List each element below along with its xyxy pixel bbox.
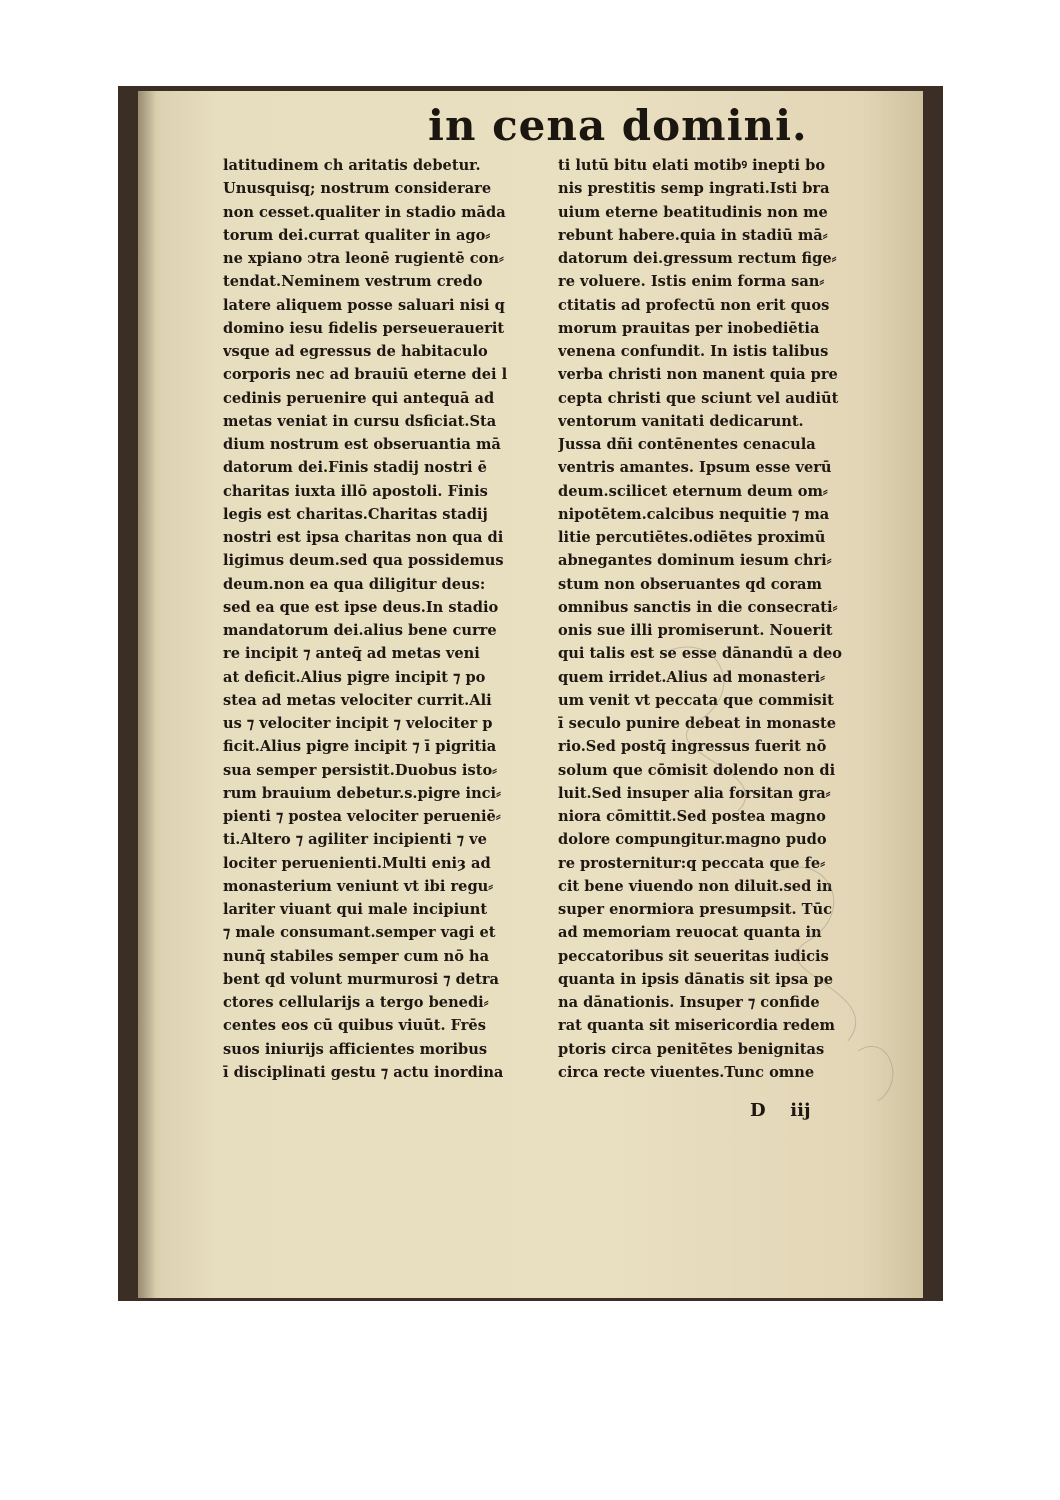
text-line: monasterium veniunt vt ibi regu⸗ xyxy=(223,877,494,895)
text-line: ventorum vanitati dedicarunt. xyxy=(558,412,804,430)
text-line: ventris amantes. Ipsum esse verū xyxy=(558,459,832,477)
text-line: uium eterne beatitudinis non me xyxy=(558,203,828,221)
text-line: legis est charitas.Charitas stadij xyxy=(223,505,488,523)
right-text-column xyxy=(558,154,878,1084)
text-line: ctitatis ad profectū non erit quos xyxy=(558,296,830,314)
signature-mark xyxy=(750,1096,810,1126)
text-line: rio.Sed postq̄ ingressus fuerit nō xyxy=(558,738,827,756)
text-line: latere aliquem posse saluari nisi q xyxy=(223,296,505,314)
book-leaf xyxy=(138,91,923,1298)
text-line: na dānationis. Insuper ⁊ confide xyxy=(558,994,820,1011)
text-line: vsque ad egressus de habitaculo xyxy=(223,343,488,360)
text-line: lariter viuant qui male incipiunt xyxy=(223,901,488,918)
text-line: deum.non ea qua diligitur deus: xyxy=(223,575,486,593)
text-line: charitas iuxta illō apostoli. Finis xyxy=(223,482,488,500)
text-line: ctores cellularijs a tergo benedi⸗ xyxy=(223,994,489,1011)
text-line: cit bene viuendo non diluit.sed in xyxy=(558,877,833,895)
text-line: re prosternitur:q peccata que fe⸗ xyxy=(558,854,826,872)
text-line: ne xpiano ↄtra leonē rugientē con⸗ xyxy=(223,250,504,267)
text-line: Jussa dñi contēnentes cenacula xyxy=(558,436,816,453)
text-line: niora cōmittit.Sed postea magno xyxy=(558,808,826,825)
text-line: luit.Sed insuper alia forsitan gra⸗ xyxy=(558,784,831,802)
text-line: non cesset.qualiter in stadio māda xyxy=(223,203,506,221)
text-line: ī seculo punire debeat in monaste xyxy=(558,715,836,732)
text-line: ī disciplinati gestu ⁊ actu inordina xyxy=(223,1063,504,1081)
text-line: abnegantes dominum iesum chri⸗ xyxy=(558,552,832,570)
text-line: rebunt habere.quia in stadiū mā⸗ xyxy=(558,226,828,244)
text-line: ti lutū bitu elati motibꝰ inepti bo xyxy=(558,157,826,174)
text-line: lociter peruenienti.Multi eniȝ ad xyxy=(223,854,491,872)
text-line: quanta in ipsis dānatis sit ipsa pe xyxy=(558,970,834,988)
text-line: nunq̄ stabiles semper cum nō ha xyxy=(223,947,490,965)
signature-letter: D xyxy=(750,1100,766,1121)
text-line: omnibus sanctis in die consecrati⸗ xyxy=(558,598,838,616)
text-line: metas veniat in cursu dsficiat.Sta xyxy=(223,412,497,430)
gutter-shadow xyxy=(138,91,156,1298)
text-line: dium nostrum est obseruantia mā xyxy=(223,436,501,453)
text-line: re voluere. Istis enim forma san⸗ xyxy=(558,273,825,291)
text-line: rum brauium debetur.s.pigre inci⸗ xyxy=(223,784,501,802)
text-line: ad memoriam reuocat quanta in xyxy=(558,924,822,942)
left-text-column xyxy=(223,154,543,1084)
text-line: ti.Altero ⁊ agiliter incipienti ⁊ ve xyxy=(223,831,487,849)
text-line: quem irridet.Alius ad monasteri⸗ xyxy=(558,668,826,686)
scanned-page-background xyxy=(118,86,943,1301)
text-line: centes eos cū quibus viuūt. Frēs xyxy=(223,1017,486,1035)
text-line: nostri est ipsa charitas non qua di xyxy=(223,529,504,546)
text-line: deum.scilicet eternum deum om⸗ xyxy=(558,482,828,500)
text-line: cepta christi que sciunt vel audiūt xyxy=(558,389,839,407)
text-line: Unusquisq; nostrum considerare xyxy=(223,180,492,198)
text-line: latitudinem ch aritatis debetur. xyxy=(223,157,481,174)
text-line: tendat.Neminem vestrum credo xyxy=(223,273,483,291)
text-line: qui talis est se esse dānandū a deo xyxy=(558,645,843,663)
text-line: ligimus deum.sed qua possidemus xyxy=(223,552,504,570)
text-line: torum dei.currat qualiter in ago⸗ xyxy=(223,226,491,244)
text-line: bent qd volunt murmurosi ⁊ detra xyxy=(223,970,499,988)
text-line: litie percutiētes.odiētes proximū xyxy=(558,529,826,546)
text-line: verba christi non manent quia pre xyxy=(558,366,838,384)
text-line: nipotētem.calcibus nequitie ⁊ ma xyxy=(558,505,830,523)
text-line: sua semper persistit.Duobus isto⸗ xyxy=(223,761,498,779)
text-line: us ⁊ velociter incipit ⁊ velociter p xyxy=(223,715,493,732)
text-line: re incipit ⁊ anteq̄ ad metas veni xyxy=(223,645,480,663)
text-line: dolore compungitur.magno pudo xyxy=(558,831,827,849)
text-line: circa recte viuentes.Tunc omne xyxy=(558,1063,815,1081)
text-line: nis prestitis semp ingrati.Isti bra xyxy=(558,180,830,198)
text-line: stea ad metas velociter currit.Ali xyxy=(223,691,492,709)
text-line: ⁊ male consumant.semper vagi et xyxy=(223,924,496,942)
text-line: um venit vt peccata que commisit xyxy=(558,691,834,709)
text-line: venena confundit. In istis talibus xyxy=(558,343,829,360)
text-line: at deficit.Alius pigre incipit ⁊ po xyxy=(223,668,486,686)
text-line: ptoris circa penitētes benignitas xyxy=(558,1040,825,1058)
text-line: datorum dei.Finis stadij nostri ē xyxy=(223,459,487,477)
running-title: in cena domini. xyxy=(428,101,808,150)
text-line: peccatoribus sit seueritas iudicis xyxy=(558,947,829,965)
text-line: corporis nec ad brauiū eterne dei l xyxy=(223,366,508,384)
text-line: ficit.Alius pigre incipit ⁊ ī pigritia xyxy=(223,738,497,756)
text-line: mandatorum dei.alius bene curre xyxy=(223,622,497,639)
text-line: super enormiora presumpsit. Tūc xyxy=(558,901,833,918)
text-line: cedinis peruenire qui antequā ad xyxy=(223,389,495,407)
text-line: rat quanta sit misericordia redem xyxy=(558,1017,835,1035)
signature-number: iij xyxy=(790,1100,811,1121)
text-line: sed ea que est ipse deus.In stadio xyxy=(223,598,499,616)
text-line: pienti ⁊ postea velociter perueniē⸗ xyxy=(223,808,501,825)
text-line: stum non obseruantes qd coram xyxy=(558,575,822,593)
text-line: solum que cōmisit dolendo non di xyxy=(558,761,836,779)
text-line: onis sue illi promiserunt. Nouerit xyxy=(558,622,833,639)
text-line: suos iniurijs afficientes moribus xyxy=(223,1040,488,1058)
text-line: morum prauitas per inobediētia xyxy=(558,319,820,337)
text-line: domino iesu fidelis perseuerauerit xyxy=(223,319,505,337)
text-line: datorum dei.gressum rectum fige⸗ xyxy=(558,250,837,267)
